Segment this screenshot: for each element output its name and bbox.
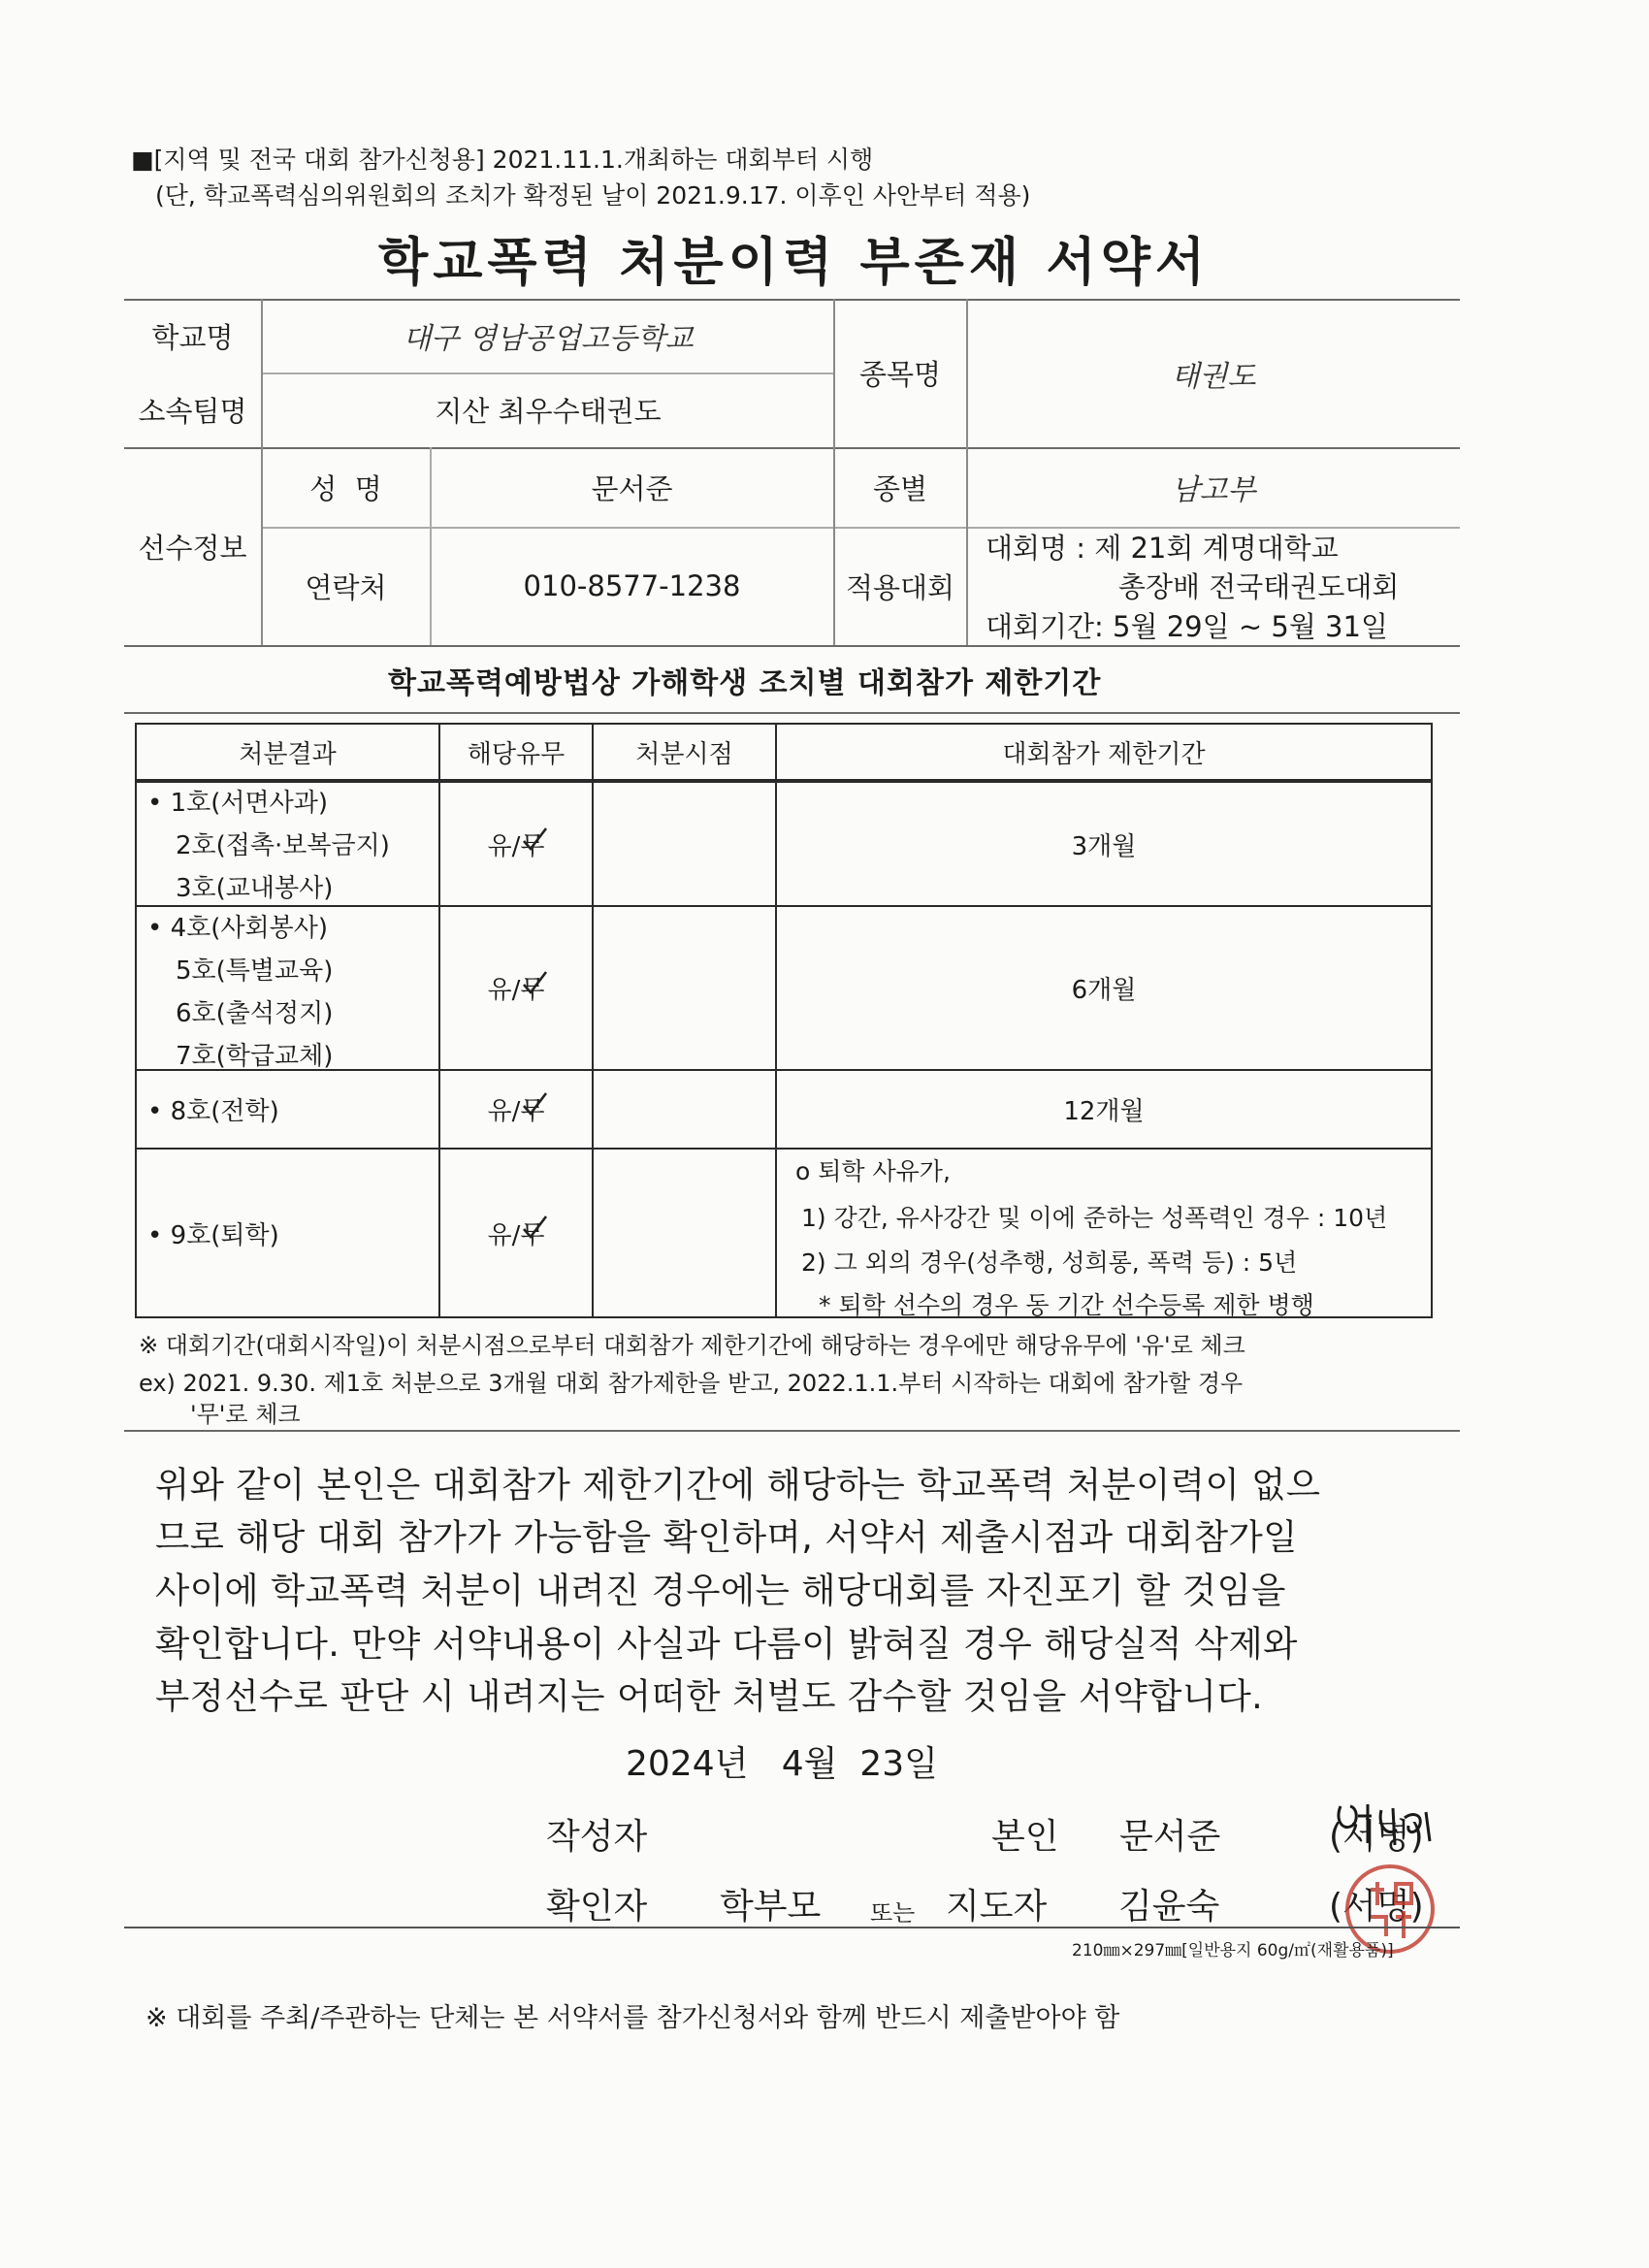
name-value: 문서준 xyxy=(591,471,673,505)
competition-label: 적용대회 xyxy=(845,570,955,604)
team-label: 소속팀명 xyxy=(138,395,247,428)
self-sign-label: (서명) xyxy=(1329,1817,1424,1857)
writer-label: 작성자 xyxy=(546,1817,648,1857)
row1-item-3: 3호(교내봉사) xyxy=(176,874,334,903)
pledge-line-2: 므로 해당 대회 참가가 가능함을 확인하며, 서약서 제출시점과 대회참가일 xyxy=(155,1516,1298,1558)
row4-item-1: • 9호(퇴학) xyxy=(147,1220,279,1250)
coach-sign-label: (서명) xyxy=(1329,1887,1424,1927)
row1-period: 3개월 xyxy=(1071,831,1137,861)
player-info-label: 선수정보 xyxy=(138,531,247,565)
row3-status-text: 유/무 xyxy=(487,1097,545,1126)
row4-period-line-3: 2) 그 외의 경우(성추행, 성희롱, 폭력 등) : 5년 xyxy=(801,1248,1298,1277)
row3-period: 12개월 xyxy=(1063,1097,1145,1126)
name-label: 성 명 xyxy=(309,471,382,505)
col-header-disposition: 처분결과 xyxy=(239,739,337,769)
row1-item-2: 2호(접촉·보복금지) xyxy=(176,831,390,860)
row1-status-text: 유/무 xyxy=(487,831,545,861)
restriction-note-2: ex) 2021. 9.30. 제1호 처분으로 3개월 대회 참가제한을 받고, 2022.1.1.부터 시작하는 대회에 참가할 경우 xyxy=(139,1370,1244,1397)
checkmark-icon xyxy=(520,826,549,855)
row2-item-1: • 4호(사회봉사) xyxy=(147,914,329,943)
pledge-line-3: 사이에 학교폭력 처분이 내려진 경우에는 해당대회를 자진포기 할 것임을 xyxy=(155,1570,1286,1611)
row4-period-line-2: 1) 강간, 유사강간 및 이에 준하는 성폭력인 경우 : 10년 xyxy=(801,1204,1388,1232)
checkmark-icon xyxy=(520,969,549,998)
restriction-section-title: 학교폭력예방법상 가해학생 조치별 대회참가 제한기간 xyxy=(388,666,1102,700)
contact-value: 010-8577-1238 xyxy=(523,569,741,602)
notice-line-1: ■[지역 및 전국 대회 참가신청용] 2021.11.1.개최하는 대회부터 시행 xyxy=(131,146,874,174)
col-header-restriction-period: 대회참가 제한기간 xyxy=(1002,739,1206,769)
paper-spec: 210㎜×297㎜[일반용지 60g/㎡(재활용품)] xyxy=(1072,1941,1394,1960)
competition-name-line-1: 대회명 : 제 21회 계명대학교 xyxy=(986,532,1339,565)
checkmark-icon xyxy=(520,1214,549,1243)
or-label: 또는 xyxy=(870,1899,916,1927)
footer-note: ※ 대회를 주최/주관하는 단체는 본 서약서를 참가신청서와 함께 반드시 제출받아야 함 xyxy=(146,2003,1120,2033)
notice-line-2: (단, 학교폭력심의위원회의 조치가 확정된 날이 2021.9.17. 이후인 사안부터 적용) xyxy=(155,181,1031,210)
row1-item-1: • 1호(서면사과) xyxy=(147,789,329,818)
col-header-applicable: 해당유무 xyxy=(467,739,566,769)
checkmark-icon xyxy=(520,1090,549,1119)
row4-period-line-1: o 퇴학 사유가, xyxy=(795,1157,951,1185)
row4-status xyxy=(440,1150,592,1316)
coach-label: 지도자 xyxy=(946,1887,1048,1927)
row2-period: 6개월 xyxy=(1071,976,1137,1005)
division-value: 남고부 xyxy=(1171,473,1256,507)
confirmer-label: 확인자 xyxy=(546,1887,648,1927)
competition-period: 대회기간: 5월 29일 ~ 5월 31일 xyxy=(986,610,1388,643)
pledge-date: 2024년 4월 23일 xyxy=(626,1744,938,1784)
pledge-line-4: 확인합니다. 만약 서약내용이 사실과 다름이 밝혀질 경우 해당실적 삭제와 xyxy=(155,1623,1298,1665)
restriction-note-3: '무'로 체크 xyxy=(190,1401,301,1428)
event-label: 종목명 xyxy=(858,358,942,391)
document-title: 학교폭력 처분이력 부존재 서약서 xyxy=(378,233,1211,292)
restriction-note-1: ※ 대회기간(대회시작일)이 처분시점으로부터 대회참가 제한기간에 해당하는 경우에만 해당유무에 '유'로 체크 xyxy=(139,1332,1245,1359)
row3-item-1: • 8호(전학) xyxy=(147,1097,279,1126)
event-value: 태권도 xyxy=(1171,359,1256,394)
row1-status xyxy=(440,783,592,905)
handwritten-signature xyxy=(1329,1797,1445,1855)
parent-label: 학부모 xyxy=(720,1887,822,1927)
row3-status xyxy=(440,1071,592,1148)
self-name: 문서준 xyxy=(1119,1817,1221,1857)
team-value: 지산 최우수태권도 xyxy=(435,395,662,428)
school-label: 학교명 xyxy=(151,320,234,354)
row2-status-text: 유/무 xyxy=(487,976,545,1005)
school-value: 대구 영남공업고등학교 xyxy=(403,322,694,356)
division-label: 종별 xyxy=(872,471,928,505)
row2-item-4: 7호(학급교체) xyxy=(176,1042,334,1071)
row4-status-text: 유/무 xyxy=(487,1220,545,1250)
pledge-line-1: 위와 같이 본인은 대회참가 제한기간에 해당하는 학교폭력 처분이력이 없으 xyxy=(155,1464,1321,1506)
col-header-disposition-date: 처분시점 xyxy=(635,739,733,769)
row2-status xyxy=(440,907,592,1069)
pledge-line-5: 부정선수로 판단 시 내려지는 어떠한 처벌도 감수할 것임을 서약합니다. xyxy=(155,1675,1264,1717)
competition-name-line-2: 총장배 전국태권도대회 xyxy=(1118,570,1400,603)
contact-label: 연락처 xyxy=(305,570,387,604)
coach-name: 김윤숙 xyxy=(1118,1887,1220,1927)
row2-item-2: 5호(특별교육) xyxy=(176,956,334,986)
self-label: 본인 xyxy=(991,1817,1059,1857)
row4-period-line-4: * 퇴학 선수의 경우 동 기간 선수등록 제한 병행 xyxy=(819,1291,1314,1319)
row2-item-3: 6호(출석정지) xyxy=(176,999,334,1028)
